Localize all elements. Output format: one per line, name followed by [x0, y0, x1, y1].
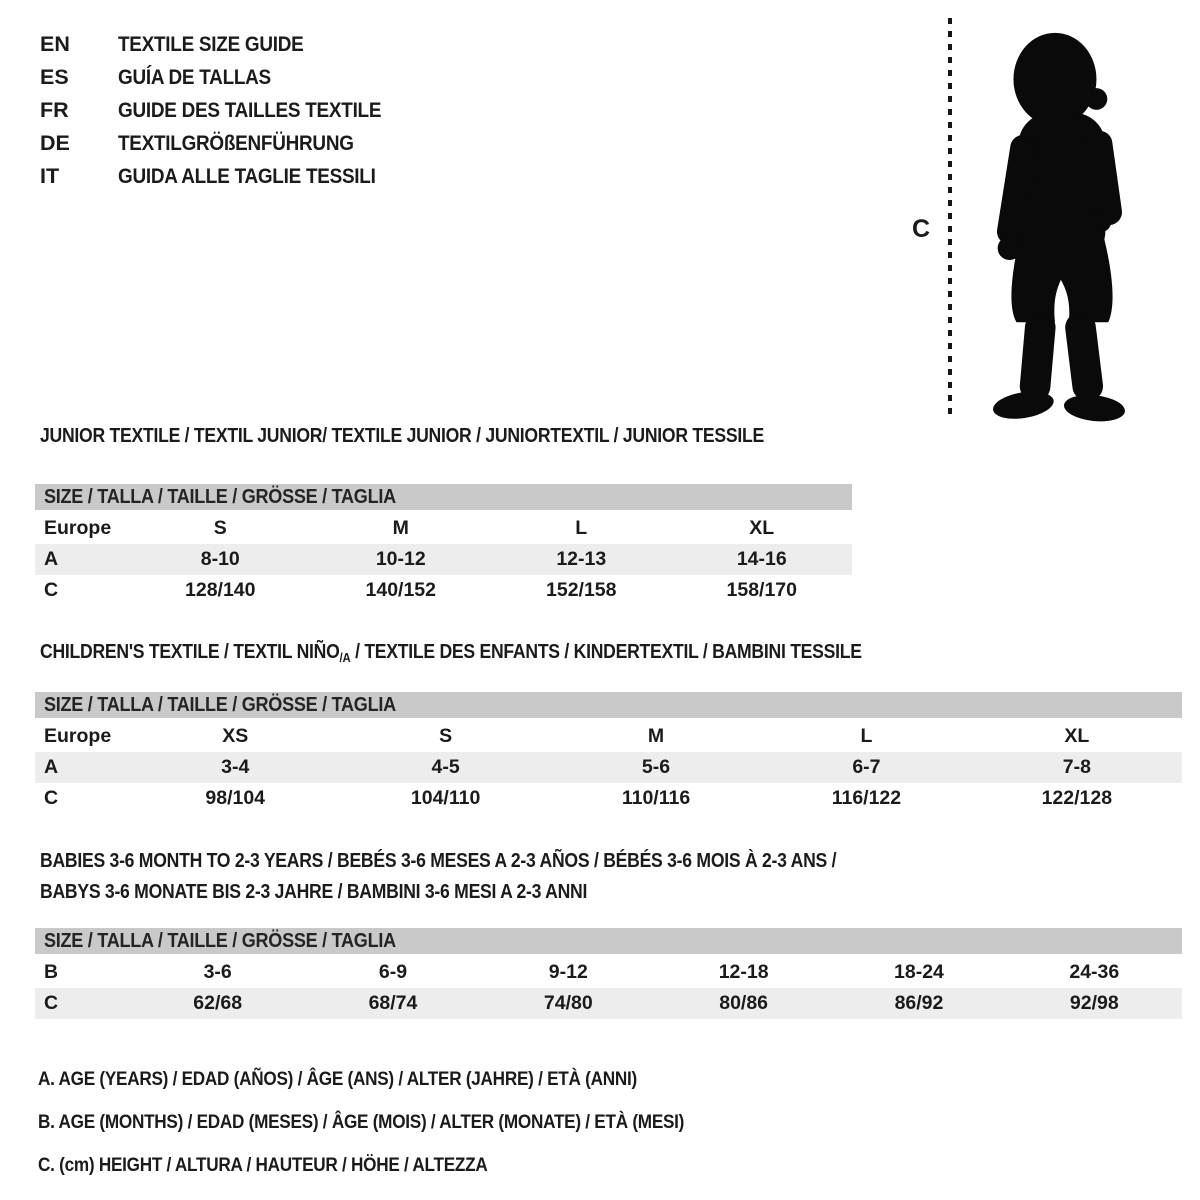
height-cell: 80/86	[719, 992, 769, 1014]
lang-label: TEXTILE SIZE GUIDE	[118, 32, 304, 56]
height-cell: 128/140	[185, 579, 256, 601]
months-cell: 3-6	[203, 961, 232, 983]
babies-months-row	[35, 957, 1182, 988]
children-title: CHILDREN'S TEXTILE / TEXTIL $NIÑO_{/A}$ / TEXTILE DES ENFANTS / KINDERTEXTIL / BAMBINI TESSILE	[40, 641, 862, 665]
babies-title	[35, 846, 1182, 908]
toddler-silhouette-icon	[962, 18, 1142, 423]
legend-line-c: C. (cm) HEIGHT / ALTURA / HAUTEUR / HÖHE / ALTEZZA	[38, 1154, 488, 1176]
junior-title: JUNIOR TEXTILE / TEXTIL JUNIOR/ TEXTILE JUNIOR / JUNIORTEXTIL / JUNIOR TESSILE	[40, 425, 764, 447]
height-cell: 98/104	[205, 787, 266, 809]
months-cell: 6-9	[378, 961, 408, 983]
legend	[38, 1066, 772, 1195]
lang-row-fr	[40, 94, 417, 127]
section-childrens-textile	[35, 641, 1182, 814]
age-cell: 12-13	[556, 548, 607, 570]
lang-code: ES	[40, 65, 69, 89]
language-header	[40, 28, 417, 193]
lang-code: IT	[40, 164, 60, 188]
legend-line-a: A. AGE (YEARS) / EDAD (AÑOS) / ÂGE (ANS) / ALTER (JAHRE) / ETÀ (ANNI)	[38, 1068, 637, 1090]
age-cell: 14-16	[736, 548, 787, 570]
children-size-header-bar: SIZE / TALLA / TAILLE / GRÖSSE / TAGLIA	[35, 692, 1182, 718]
row-label: B	[44, 961, 59, 983]
row-label: A	[44, 756, 59, 778]
babies-height-row	[35, 988, 1182, 1019]
months-cell: 12-18	[718, 961, 769, 983]
section-babies-textile	[35, 846, 1182, 1019]
size-cell: XL	[749, 517, 775, 539]
babies-title-line1: BABIES 3-6 MONTH TO 2-3 YEARS / BEBÉS 3-6 MESES A 2-3 AÑOS / BÉBÉS 3-6 MOIS À 2-3 ANS /	[40, 850, 837, 872]
age-cell: 6-7	[852, 756, 881, 778]
size-cell: S	[213, 517, 227, 539]
months-cell: 24-36	[1069, 961, 1120, 983]
height-cell: 152/158	[546, 579, 617, 601]
lang-label: GUIDA ALLE TAGLIE TESSILI	[118, 164, 376, 188]
age-cell: 8-10	[200, 548, 240, 570]
junior-height-row	[35, 575, 852, 606]
height-dashed-line-icon	[948, 18, 952, 418]
height-figure	[900, 10, 1160, 430]
children-height-row	[35, 783, 1182, 814]
lang-code: EN	[40, 32, 70, 56]
junior-age-row	[35, 544, 852, 575]
lang-row-en	[40, 28, 417, 61]
size-cell: XL	[1064, 725, 1090, 747]
lang-label: GUIDE DES TAILLES TEXTILE	[118, 98, 382, 122]
height-cell: 122/128	[1041, 787, 1113, 809]
lang-label: TEXTILGRÖßENFÜHRUNG	[118, 131, 354, 155]
row-label: C	[44, 992, 59, 1014]
age-cell: 7-8	[1062, 756, 1091, 778]
height-cell: 86/92	[894, 992, 944, 1014]
row-label: Europe	[44, 725, 112, 747]
months-cell: 18-24	[894, 961, 944, 983]
lang-row-it	[40, 160, 417, 193]
size-cell: L	[860, 725, 873, 747]
row-label: A	[44, 548, 59, 570]
babies-title-line2: BABYS 3-6 MONATE BIS 2-3 JAHRE / BAMBINI 3-6 MESI A 2-3 ANNI	[40, 881, 588, 903]
height-cell: 104/110	[410, 787, 481, 809]
lang-label: GUÍA DE TALLAS	[118, 65, 271, 89]
lang-code: DE	[40, 131, 70, 155]
children-title-sub: /A	[339, 650, 351, 665]
height-cell: 68/74	[368, 992, 418, 1014]
lang-row-de	[40, 127, 417, 160]
height-cell: 116/122	[831, 787, 902, 809]
age-cell: 4-5	[431, 756, 460, 778]
section-junior-textile	[35, 425, 852, 606]
size-cell: M	[392, 517, 409, 539]
age-cell: 5-6	[641, 756, 671, 778]
age-cell: 10-12	[375, 548, 426, 570]
size-cell: M	[647, 725, 665, 747]
legend-line-b: B. AGE (MONTHS) / EDAD (MESES) / ÂGE (MOIS) / ALTER (MONATE) / ETÀ (MESI)	[38, 1111, 685, 1133]
height-measure-label: C	[912, 215, 931, 243]
height-cell: 158/170	[726, 579, 797, 601]
junior-region-row	[35, 513, 852, 544]
lang-row-es	[40, 61, 417, 94]
row-label: C	[44, 579, 59, 601]
months-cell: 9-12	[548, 961, 588, 983]
size-cell: XS	[222, 725, 249, 747]
height-cell: 62/68	[193, 992, 243, 1014]
height-cell: 140/152	[365, 579, 436, 601]
height-cell: 92/98	[1069, 992, 1119, 1014]
children-region-row	[35, 721, 1182, 752]
size-cell: S	[439, 725, 453, 747]
size-cell: L	[575, 517, 588, 539]
row-label: C	[44, 787, 59, 809]
height-cell: 74/80	[543, 992, 593, 1014]
children-age-row	[35, 752, 1182, 783]
junior-size-header-bar: SIZE / TALLA / TAILLE / GRÖSSE / TAGLIA	[35, 484, 852, 510]
lang-code: FR	[40, 98, 69, 122]
age-cell: 3-4	[221, 756, 250, 778]
row-label: Europe	[44, 517, 112, 539]
babies-size-header-bar: SIZE / TALLA / TAILLE / GRÖSSE / TAGLIA	[35, 928, 1182, 954]
height-cell: 110/116	[621, 787, 691, 809]
